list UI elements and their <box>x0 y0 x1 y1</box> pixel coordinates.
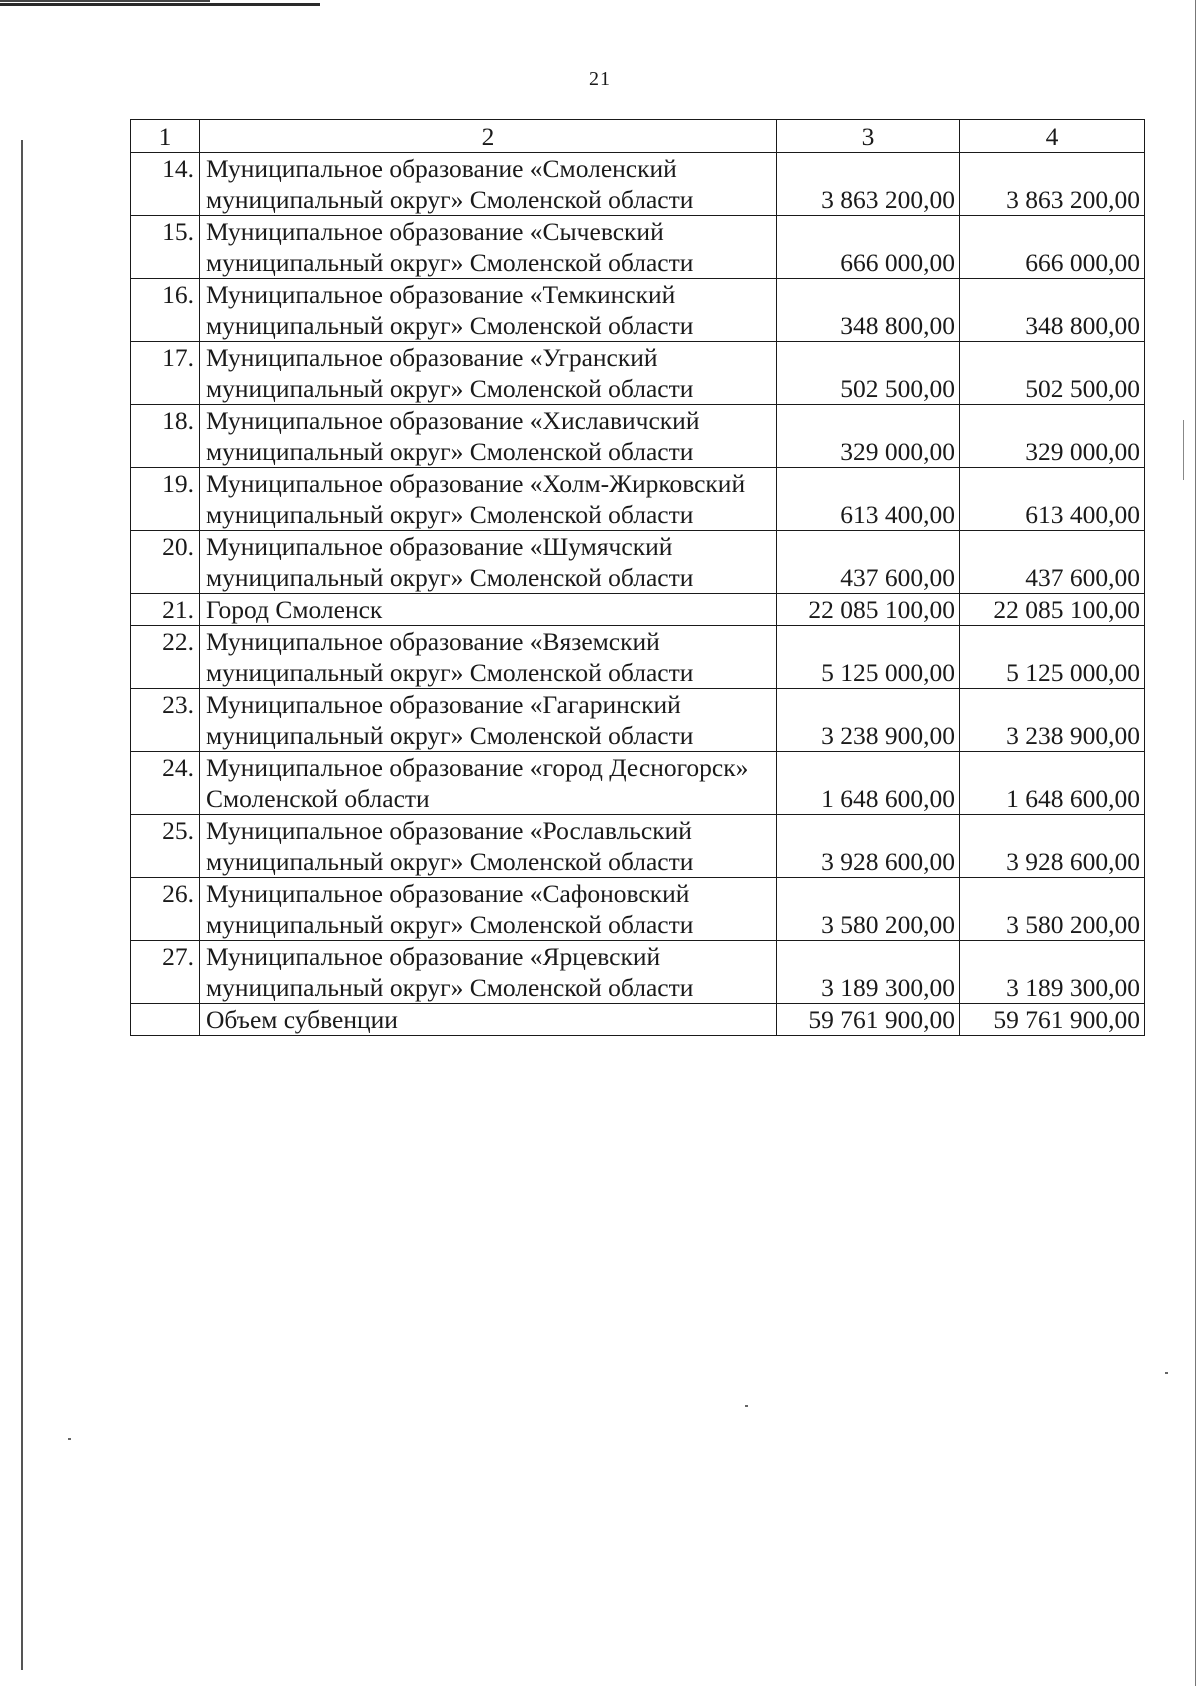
municipality-name: Муниципальное образование «Хиславичский муниципальный округ» Смоленской области <box>200 405 777 468</box>
header-cell-1: 1 <box>131 120 200 153</box>
amount-col3: 3 189 300,00 <box>777 941 960 1004</box>
amount-col3: 437 600,00 <box>777 531 960 594</box>
amount-col4: 1 648 600,00 <box>960 752 1145 815</box>
table-row <box>131 468 1145 531</box>
amount-col4: 3 863 200,00 <box>960 153 1145 216</box>
scan-speck <box>745 1405 748 1407</box>
table-row <box>131 153 1145 216</box>
table-row <box>131 941 1145 1004</box>
row-number: 17. <box>131 342 200 405</box>
row-number: 26. <box>131 878 200 941</box>
scan-artifact-edge <box>21 140 23 1670</box>
amount-col4: 3 580 200,00 <box>960 878 1145 941</box>
table-row <box>131 878 1145 941</box>
municipality-name: Муниципальное образование «Вяземский муниципальный округ» Смоленской области <box>200 626 777 689</box>
municipality-name: Муниципальное образование «Ярцевский муниципальный округ» Смоленской области <box>200 941 777 1004</box>
municipality-name: Муниципальное образование «Гагаринский муниципальный округ» Смоленской области <box>200 689 777 752</box>
table-header-row <box>131 120 1145 153</box>
table-row <box>131 626 1145 689</box>
amount-col4: 3 189 300,00 <box>960 941 1145 1004</box>
amount-col4: 3 928 600,00 <box>960 815 1145 878</box>
municipality-name: Муниципальное образование «Угранский муниципальный округ» Смоленской области <box>200 342 777 405</box>
row-number: 15. <box>131 216 200 279</box>
amount-col4: 5 125 000,00 <box>960 626 1145 689</box>
scan-artifact-edge <box>1195 0 1197 1686</box>
amount-col4: 348 800,00 <box>960 279 1145 342</box>
row-number: 19. <box>131 468 200 531</box>
amount-col4: 666 000,00 <box>960 216 1145 279</box>
amount-col4: 437 600,00 <box>960 531 1145 594</box>
row-number: 23. <box>131 689 200 752</box>
total-label: Объем субвенции <box>200 1004 777 1036</box>
amount-col3: 3 238 900,00 <box>777 689 960 752</box>
municipality-name: Муниципальное образование «Шумячский муниципальный округ» Смоленской области <box>200 531 777 594</box>
table-row <box>131 342 1145 405</box>
amount-col3: 3 580 200,00 <box>777 878 960 941</box>
table-row <box>131 531 1145 594</box>
row-number: 18. <box>131 405 200 468</box>
page-number: 21 <box>589 68 611 90</box>
amount-col4: 329 000,00 <box>960 405 1145 468</box>
amount-col3: 666 000,00 <box>777 216 960 279</box>
row-number: 16. <box>131 279 200 342</box>
amount-col3: 22 085 100,00 <box>777 594 960 626</box>
row-number: 25. <box>131 815 200 878</box>
amount-col3: 5 125 000,00 <box>777 626 960 689</box>
amount-col4: 613 400,00 <box>960 468 1145 531</box>
row-number: 22. <box>131 626 200 689</box>
amount-col3: 329 000,00 <box>777 405 960 468</box>
amount-col3: 348 800,00 <box>777 279 960 342</box>
municipality-name: Муниципальное образование «Холм-Жирковский муниципальный округ» Смоленской области <box>200 468 777 531</box>
amount-col3: 3 928 600,00 <box>777 815 960 878</box>
table-row <box>131 752 1145 815</box>
scan-speck <box>68 1438 71 1440</box>
municipality-name: Муниципальное образование «Темкинский муниципальный округ» Смоленской области <box>200 279 777 342</box>
table-row <box>131 279 1145 342</box>
amount-col4: 3 238 900,00 <box>960 689 1145 752</box>
municipality-name: Муниципальное образование «Сычевский муниципальный округ» Смоленской области <box>200 216 777 279</box>
scan-speck <box>1165 1372 1168 1374</box>
municipality-name: Муниципальное образование «Рославльский муниципальный округ» Смоленской области <box>200 815 777 878</box>
municipality-name: Город Смоленск <box>200 594 777 626</box>
municipality-name: Муниципальное образование «город Десногорск» Смоленской области <box>200 752 777 815</box>
subsidy-distribution-table <box>130 119 1145 1036</box>
amount-col4: 22 085 100,00 <box>960 594 1145 626</box>
table-row <box>131 594 1145 626</box>
amount-col4: 502 500,00 <box>960 342 1145 405</box>
table-body <box>131 120 1145 1036</box>
amount-col3: 502 500,00 <box>777 342 960 405</box>
municipality-name: Муниципальное образование «Сафоновский муниципальный округ» Смоленской области <box>200 878 777 941</box>
header-cell-3: 3 <box>777 120 960 153</box>
amount-col3: 613 400,00 <box>777 468 960 531</box>
amount-col3: 1 648 600,00 <box>777 752 960 815</box>
municipality-name: Муниципальное образование «Смоленский муниципальный округ» Смоленской области <box>200 153 777 216</box>
row-number: 24. <box>131 752 200 815</box>
header-cell-4: 4 <box>960 120 1145 153</box>
scan-artifact-line <box>0 3 320 6</box>
table-row <box>131 216 1145 279</box>
row-number: 27. <box>131 941 200 1004</box>
total-col4: 59 761 900,00 <box>960 1004 1145 1036</box>
header-cell-2: 2 <box>200 120 777 153</box>
table-row <box>131 405 1145 468</box>
amount-col3: 3 863 200,00 <box>777 153 960 216</box>
table-row <box>131 689 1145 752</box>
scan-artifact-line <box>0 0 210 2</box>
row-number: 14. <box>131 153 200 216</box>
row-number: 21. <box>131 594 200 626</box>
row-number: 20. <box>131 531 200 594</box>
scan-artifact-edge <box>1183 420 1184 480</box>
table-row <box>131 815 1145 878</box>
total-row <box>131 1004 1145 1036</box>
total-col3: 59 761 900,00 <box>777 1004 960 1036</box>
total-number <box>131 1004 200 1036</box>
